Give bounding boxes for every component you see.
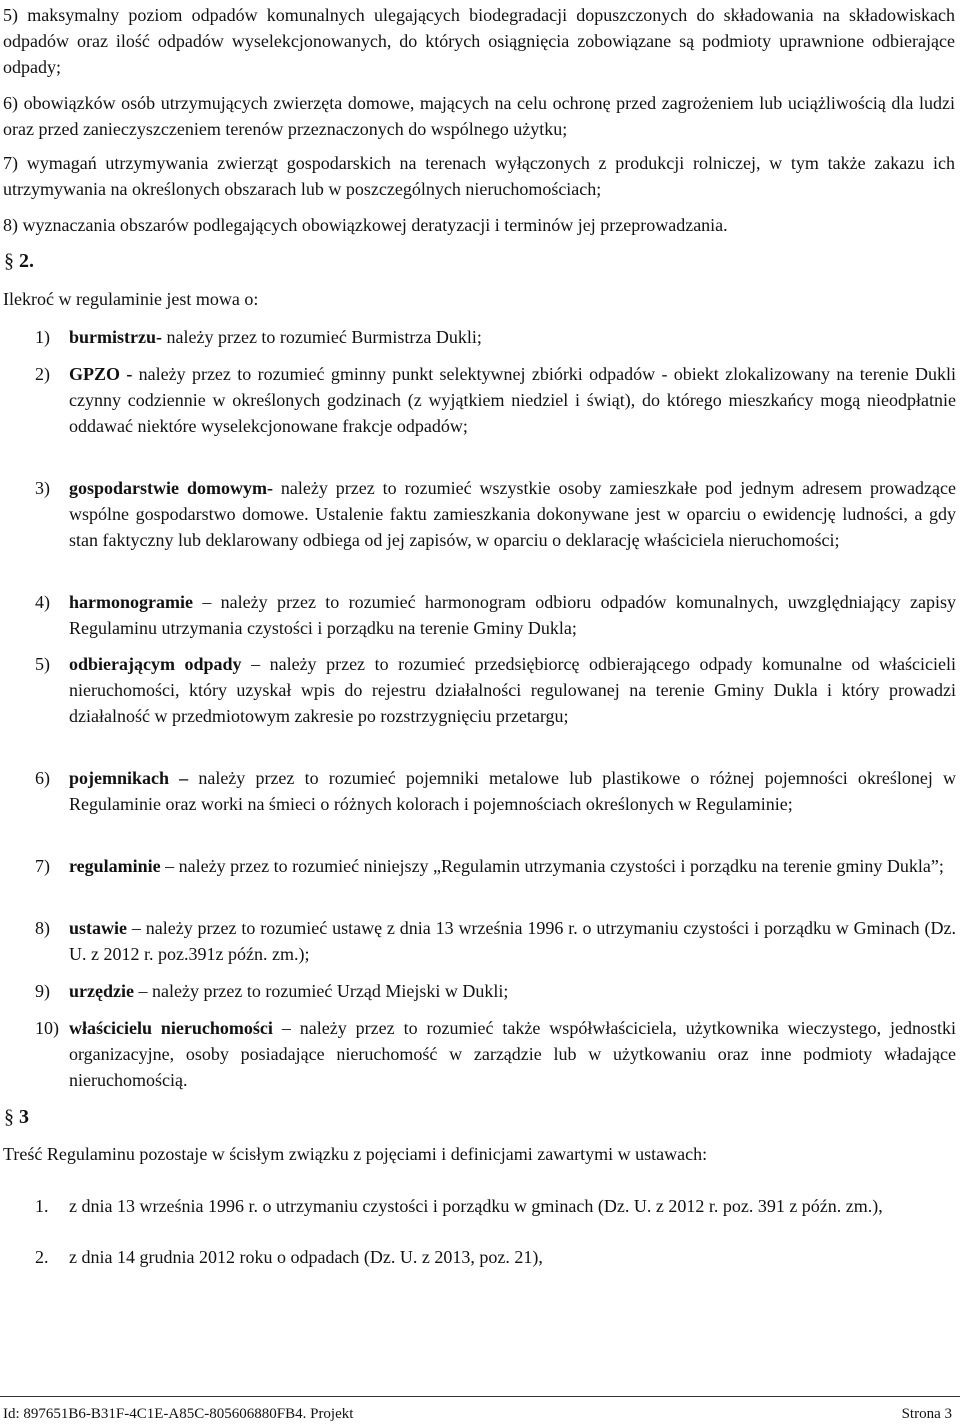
item-8: 8) wyznaczania obszarów podlegających obowiązkowej deratyzacji i terminów jej przeprowadzania. [3,215,728,235]
law-number: 2. [35,1247,49,1267]
section-2-heading [4,248,34,274]
section-3-heading [4,1104,29,1130]
definition-text: – należy przez to rozumieć harmonogram odbioru odpadów komunalnych, uwzględniający zapisy Regulaminu utrzymania czystości i porządku na terenie Gminy Dukla; [69,592,956,638]
definition-text: należy przez to rozumieć gminny punkt selektywnej zbiórki odpadów - obiekt zlokalizowany na terenie Dukli czynny codziennie w określonych godzinach (z wyjątkiem niedziel i świąt), do którego mieszkańcy mogą nieodpłatnie oddawać niektóre wyselekcjonowane frakcje odpadów; [69,364,956,436]
definition-number: 2) [35,364,50,384]
definition-number: 8) [35,918,50,938]
law-text: z dnia 13 września 1996 r. o utrzymaniu czystości i porządku w gminach (Dz. U. z 2012 r. poz. 391 z późn. zm.), [69,1196,883,1216]
item-7: 7) wymagań utrzymywania zwierząt gospodarskich na terenach wyłączonych z produkcji rolniczej, w tym także zakazu ich utrzymywania na określonych obszarach lub w poszczególnych nieruchomościach; [3,153,955,199]
section-symbol: § [4,250,14,272]
law-text: z dnia 14 grudnia 2012 roku o odpadach (Dz. U. z 2013, poz. 21), [69,1247,543,1267]
law-number: 1. [35,1196,49,1216]
section-symbol: § [4,1106,14,1128]
definition-term: ustawie [69,918,127,938]
definition-term: właścicielu nieruchomości [69,1018,273,1038]
footer-page-number: Strona 3 [901,1406,952,1422]
definitions-intro: Ilekroć w regulaminie jest mowa o: [3,289,259,309]
definition-term: pojemnikach – [69,768,189,788]
definition-term: odbierającym odpady [69,654,242,674]
definition-number: 3) [35,478,50,498]
item-6: 6) obowiązków osób utrzymujących zwierzęta domowe, mających na celu ochronę przed zagrożeniem lub uciążliwością dla ludzi oraz przed zanieczyszczeniem terenów przeznaczonych do wspólnego użytku; [3,93,955,139]
definition-text: należy przez to rozumieć Burmistrza Dukli; [162,327,482,347]
definition-number: 7) [35,856,50,876]
definition-number: 9) [35,981,50,1001]
definition-number: 10) [35,1018,59,1038]
section-number: 3 [19,1106,29,1128]
definition-term: regulaminie [69,856,161,876]
definition-text: – należy przez to rozumieć ustawę z dnia 13 września 1996 r. o utrzymaniu czystości i porządku w Gminach (Dz. U. z 2012 r. poz.391z późn. zm.); [69,918,956,964]
definition-term: harmonogramie [69,592,193,612]
definition-text: – należy przez to rozumieć przedsiębiorcę odbierającego odpady komunalne od właścicieli nieruchomości, który uzyskał wpis do rejestru działalności regulowanej na terenie Gminy Dukla i który prowadzi działalność w przedmiotowym zakresie po rozstrzygnięciu przetargu; [69,654,957,726]
definition-term: GPZO - [69,364,133,384]
definition-text: – należy przez to rozumieć Urząd Miejski w Dukli; [133,981,509,1001]
definition-text: należy przez to rozumieć wszystkie osoby zamieszkałe pod jednym adresem prowadzące wspólne gospodarstwo domowe. Ustalenie faktu zamieszkania dokonywane jest w oparciu o ewidencję ludności, a gdy stan faktyczny lub deklarowany odbiega od jej zapisów, w oparciu o deklarację właściciela nieruchomości; [69,478,956,550]
definition-text: należy przez to rozumieć pojemniki metalowe lub plastikowe o różnej pojemności określonej w Regulaminie oraz worki na śmieci o różnych kolorach i pojemnościach określonych w Regulaminie; [69,768,956,814]
item-5: 5) maksymalny poziom odpadów komunalnych ulegających biodegradacji dopuszczonych do składowania na składowiskach odpadów oraz ilość odpadów wyselekcjonowanych, do których osiągnięcia zobowiązane są podmioty uprawnione odbierające odpady; [3,5,955,77]
footer-divider [0,1396,960,1397]
definition-term: urzędzie [69,981,134,1001]
definition-text: – należy przez to rozumieć niniejszy „Regulamin utrzymania czystości i porządku na terenie gminy Dukla”; [160,856,944,876]
footer-document-id: Id: 897651B6-B31F-4C1E-A85C-805606880FB4. Projekt [3,1406,354,1422]
definition-number: 4) [35,592,50,612]
section-3-text: Treść Regulaminu pozostaje w ścisłym związku z pojęciami i definicjami zawartymi w ustawach: [3,1144,708,1164]
definition-number: 5) [35,654,50,674]
definition-number: 1) [35,327,50,347]
section-number: 2. [19,250,34,272]
definition-term: gospodarstwie domowym- [69,478,273,498]
definition-term: burmistrzu- [69,327,162,347]
definition-text: – należy przez to rozumieć także współwłaściciela, użytkownika wieczystego, jednostki organizacyjne, osoby posiadające nieruchomość w zarządzie lub w użytkowaniu oraz inne podmioty władające nieruchomością. [69,1018,957,1090]
definition-number: 6) [35,768,50,788]
